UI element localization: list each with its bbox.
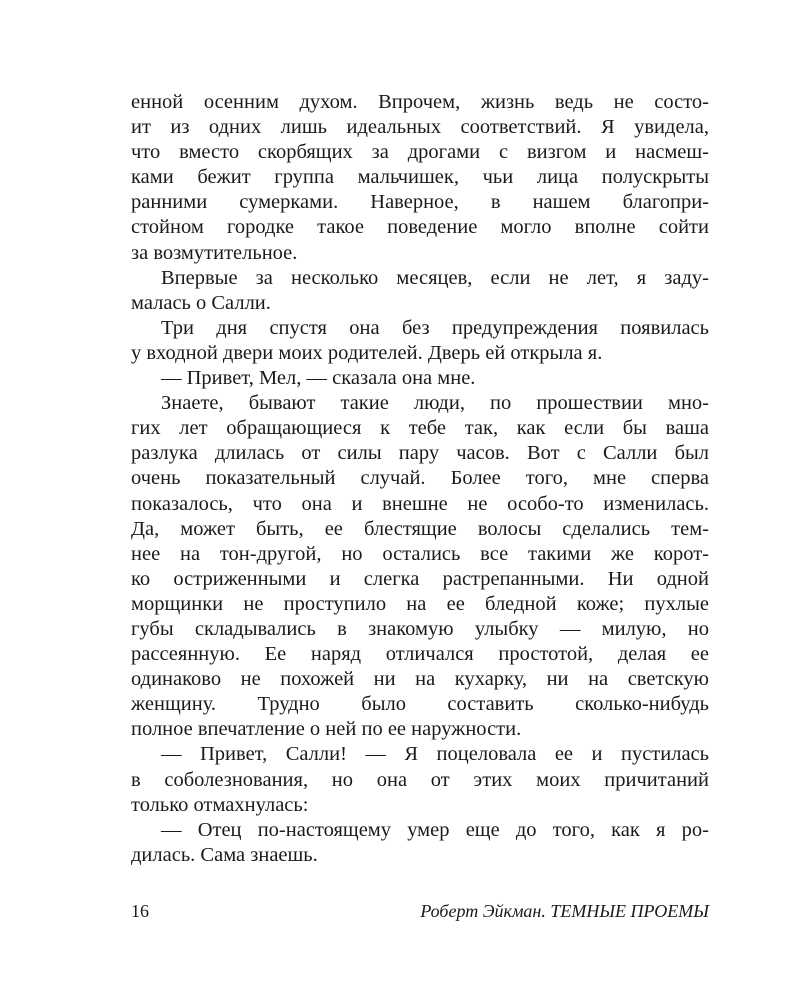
page-number: 16	[131, 901, 149, 921]
text-line: морщинки не проступило на ее бледной коже; пухлые	[131, 592, 709, 615]
text-line: — Отец по-настоящему умер еще до того, как я ро-	[161, 818, 709, 841]
text-line: ит из одних лишь идеальных соответствий. Я увидела,	[131, 116, 709, 139]
text-line: у входной двери моих родителей. Дверь ей открыла я.	[131, 341, 603, 364]
text-line: женщину. Трудно было составить сколько-нибудь	[131, 693, 709, 716]
text-line: разлука длилась от силы пару часов. Вот с Салли был	[131, 442, 709, 465]
text-line: — Привет, Салли! — Я поцеловала ее и пустилась	[161, 743, 709, 766]
text-line: стойном городке такое поведение могло вполне сойти	[131, 216, 709, 239]
text-line: в соболезнования, но она от этих моих причитаний	[131, 768, 709, 791]
running-title: Роберт Эйкман. ТЕМНЫЕ ПРОЕМЫ	[420, 901, 709, 921]
text-line: рассеянную. Ее наряд отличался простотой, делая ее	[131, 643, 709, 666]
text-line: одинаково не похожей ни на кухарку, ни на светскую	[131, 668, 709, 691]
text-line: Три дня спустя она без предупреждения появилась	[161, 316, 709, 339]
text-line: ко остриженными и слегка растрепанными. Ни одной	[131, 567, 709, 590]
text-line: за возмутительное.	[131, 241, 298, 264]
text-line: полное впечатление о ней по ее наружности.	[131, 718, 522, 741]
text-line: — Привет, Мел, — сказала она мне.	[161, 367, 476, 390]
text-line: Впервые за несколько месяцев, если не лет, я заду-	[161, 266, 709, 289]
text-line: очень показательный случай. Более того, мне сперва	[131, 467, 709, 490]
body-text	[131, 90, 709, 868]
text-line: дилась. Сама знаешь.	[131, 843, 318, 866]
text-line: нее на тон-другой, но остались все такими же корот-	[131, 542, 709, 565]
text-line: ранними сумерками. Наверное, в нашем благопри-	[131, 191, 709, 214]
text-line: енной осенним духом. Впрочем, жизнь ведь не состо-	[131, 91, 709, 113]
text-line: ками бежит группа мальчишек, чьи лица полускрыты	[131, 166, 709, 189]
text-line: малась о Салли.	[131, 291, 271, 314]
text-line: только отмахнулась:	[131, 793, 309, 816]
text-line: что вместо скорбящих за дрогами с визгом и насмеш-	[131, 141, 709, 164]
text-line: Знаете, бывают такие люди, по прошествии мно-	[161, 392, 709, 415]
text-line: Да, может быть, ее блестящие волосы сделались тем-	[131, 517, 709, 540]
text-line: гих лет обращающиеся к тебе так, как если бы ваша	[131, 417, 709, 440]
text-line: показалось, что она и внешне не особо-то изменилась.	[131, 492, 709, 515]
text-line: губы складывались в знакомую улыбку — милую, но	[131, 617, 709, 640]
